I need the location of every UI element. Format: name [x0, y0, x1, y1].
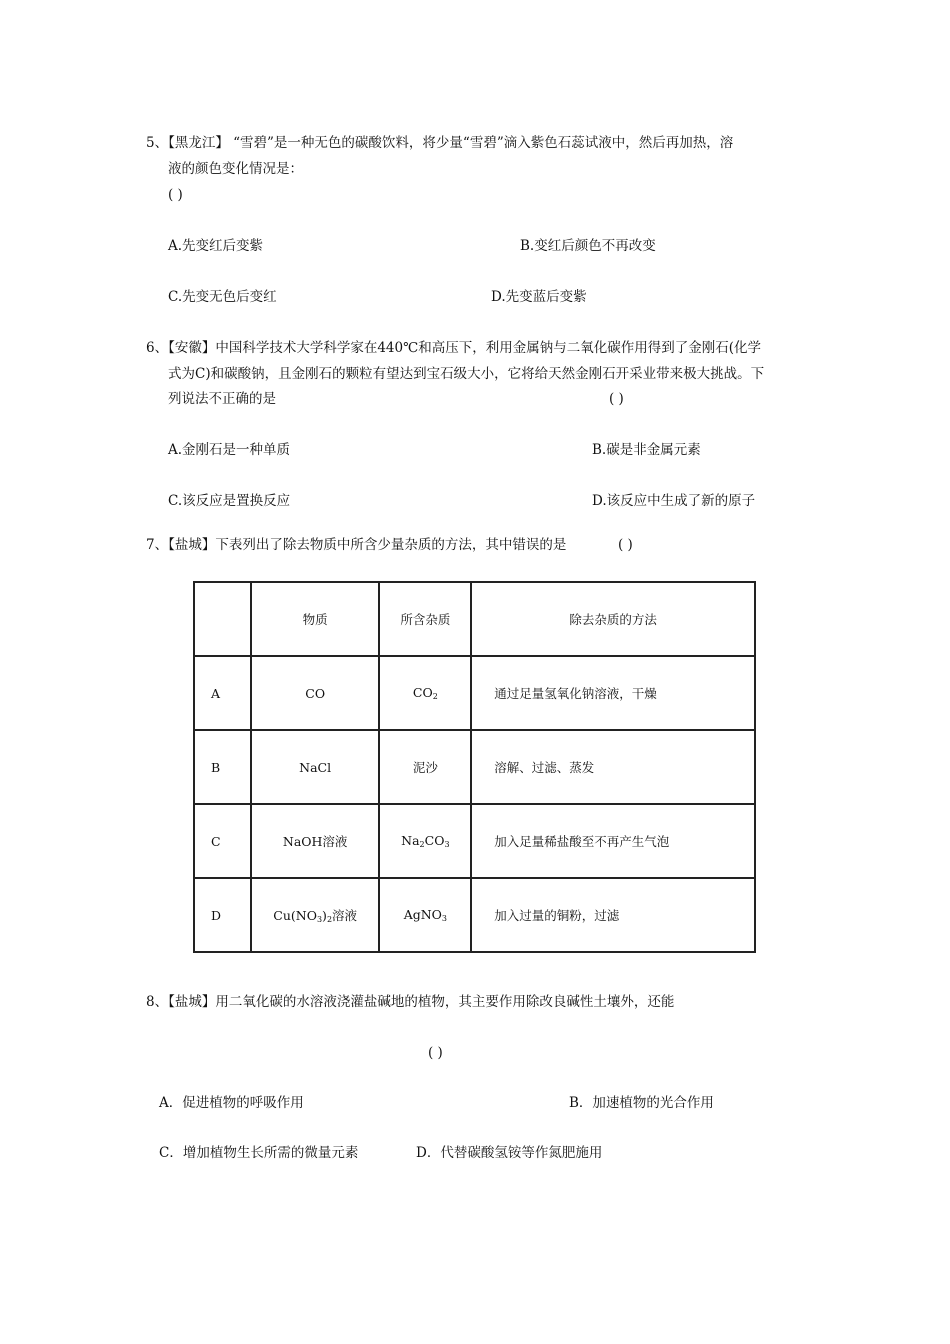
q6-option-d: D.该反应中生成了新的原子	[592, 493, 756, 509]
row-method: 加入足量稀盐酸至不再产生气泡	[471, 804, 755, 878]
table-header-method: 除去杂质的方法	[471, 582, 755, 656]
formula-text: Cu(NO	[273, 908, 317, 923]
row-substance: NaCl	[251, 730, 380, 804]
q7-answer-paren: ( )	[618, 537, 633, 553]
q6-stem-line1: 6、【安徽】中国科学技术大学科学家在440℃和高压下，利用金属钠与二氧化碳作用得到了金刚石(化学	[146, 340, 761, 356]
row-label: D	[194, 878, 251, 952]
table-row	[194, 656, 755, 730]
table-header-empty	[194, 582, 251, 656]
q5-stem-line1: 5、【黑龙江】 “雪碧”是一种无色的碳酸饮料，将少量“雪碧”滴入紫色石蕊试液中，然后再加热，溶	[146, 135, 734, 151]
row-impurity	[379, 656, 471, 730]
q6-stem-line2: 式为C)和碳酸钠，且金刚石的颗粒有望达到宝石级大小，它将给天然金刚石开采业带来极大挑战。下	[168, 366, 765, 382]
q8-answer-paren: ( )	[428, 1045, 443, 1061]
q6-option-c: C.该反应是置换反应	[168, 493, 291, 509]
formula-subscript: 2	[326, 915, 333, 924]
row-impurity	[379, 878, 471, 952]
row-label: C	[194, 804, 251, 878]
q8-stem: 8、【盐城】用二氧化碳的水溶液浇灌盐碱地的植物，其主要作用除改良碱性土壤外，还能	[146, 994, 675, 1010]
q5-option-c: C.先变无色后变红	[168, 289, 277, 305]
q8-option-d: D．代替碳酸氢铵等作氮肥施用	[416, 1145, 603, 1161]
q6-option-b: B.碳是非金属元素	[592, 442, 701, 458]
q8-option-c: C．增加植物生长所需的微量元素	[159, 1145, 359, 1161]
formula-subscript: 3	[444, 840, 450, 849]
row-substance	[251, 878, 380, 952]
q8-option-b: B．加速植物的光合作用	[569, 1095, 714, 1111]
q5-stem-line2: 液的颜色变化情况是：	[168, 161, 303, 177]
formula-subscript: 3	[441, 914, 447, 923]
table-row	[194, 804, 755, 878]
table-row	[194, 878, 755, 952]
formula-subscript: 2	[419, 840, 425, 849]
q5-option-b: B.变红后颜色不再改变	[520, 238, 656, 254]
q5-option-d: D.先变蓝后变紫	[491, 289, 587, 305]
row-substance: NaOH溶液	[251, 804, 380, 878]
formula-text: 溶液	[332, 908, 358, 923]
formula-text: AgNO	[403, 907, 442, 922]
table-header-substance: 物质	[251, 582, 380, 656]
q8-option-a: A．促进植物的呼吸作用	[159, 1095, 304, 1111]
formula-text: CO	[424, 833, 445, 848]
formula-text: CO	[412, 685, 433, 700]
row-method: 溶解、过滤、蒸发	[471, 730, 755, 804]
row-impurity	[379, 804, 471, 878]
formula-text: Na	[401, 833, 420, 848]
formula-text: )	[322, 908, 327, 923]
impurity-removal-table	[193, 581, 756, 953]
formula-subscript: 3	[316, 915, 323, 924]
q7-stem: 7、【盐城】下表列出了除去物质中所含少量杂质的方法，其中错误的是	[146, 537, 567, 553]
row-substance: CO	[251, 656, 380, 730]
q6-stem-line3: 列说法不正确的是	[168, 391, 276, 407]
table-header-impurity: 所含杂质	[379, 582, 471, 656]
table-row	[194, 730, 755, 804]
formula-subscript: 2	[432, 692, 438, 701]
row-label: A	[194, 656, 251, 730]
row-method: 加入过量的铜粉，过滤	[471, 878, 755, 952]
q6-answer-paren: ( )	[609, 391, 624, 407]
q5-answer-paren: ( )	[168, 187, 183, 203]
q6-option-a: A.金刚石是一种单质	[168, 442, 291, 458]
table-header-row	[194, 582, 755, 656]
q5-option-a: A.先变红后变紫	[168, 238, 264, 254]
row-method: 通过足量氢氧化钠溶液，干燥	[471, 656, 755, 730]
row-impurity: 泥沙	[379, 730, 471, 804]
row-label: B	[194, 730, 251, 804]
